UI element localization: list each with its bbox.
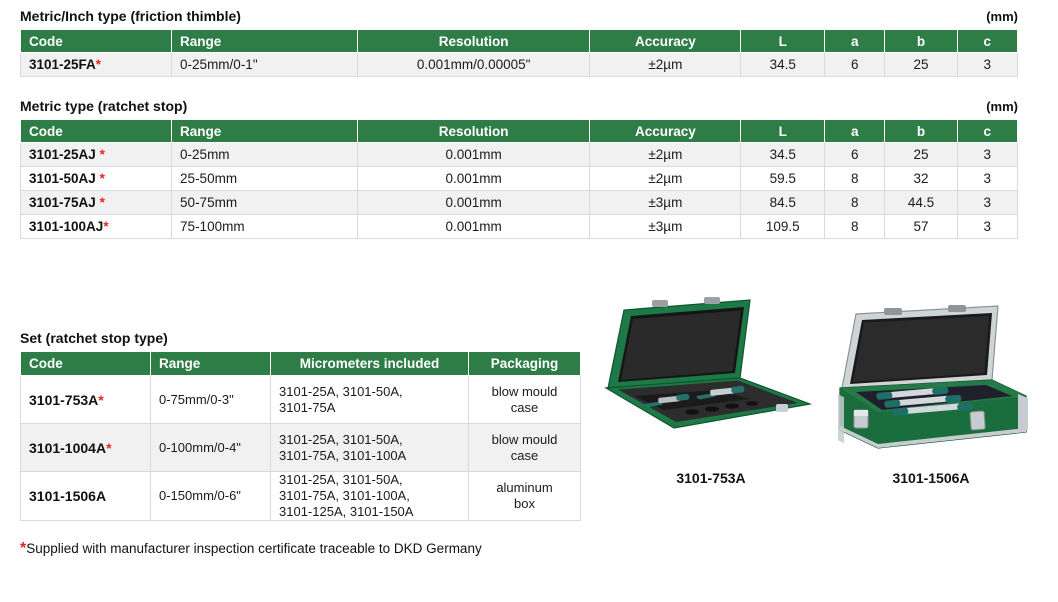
col-resolution: Resolution bbox=[357, 120, 589, 143]
table-header-row bbox=[21, 30, 1018, 53]
figure-blow-mould-case bbox=[600, 292, 822, 486]
table-row bbox=[21, 376, 581, 424]
set-table bbox=[20, 351, 581, 521]
cell-range: 0-75mm/0-3" bbox=[151, 376, 271, 424]
table-row bbox=[21, 53, 1018, 77]
cell-range: 0-25mm bbox=[172, 143, 358, 167]
col-b: b bbox=[885, 120, 957, 143]
cell-code: 3101-1004A* bbox=[21, 424, 151, 472]
cell-code: 3101-25AJ * bbox=[21, 143, 172, 167]
star-marker: * bbox=[95, 171, 105, 186]
cell-c: 3 bbox=[957, 167, 1018, 191]
cell-packaging: blow mould case bbox=[469, 376, 581, 424]
cell-resolution: 0.001mm bbox=[357, 167, 589, 191]
cell-accuracy: ±2µm bbox=[590, 167, 741, 191]
cell-accuracy: ±3µm bbox=[590, 191, 741, 215]
spec-block-header bbox=[20, 98, 1018, 114]
spec-block-header bbox=[20, 8, 1018, 24]
cell-b: 25 bbox=[885, 143, 957, 167]
col-packaging: Packaging bbox=[469, 352, 581, 376]
cell-code: 3101-753A* bbox=[21, 376, 151, 424]
table-row bbox=[21, 143, 1018, 167]
cell-l: 34.5 bbox=[741, 143, 825, 167]
section-title: Metric/Inch type (friction thimble) bbox=[20, 8, 241, 24]
cell-a: 8 bbox=[825, 215, 885, 239]
aluminum-box-illustration bbox=[820, 292, 1042, 462]
col-l: L bbox=[741, 120, 825, 143]
cell-b: 57 bbox=[885, 215, 957, 239]
cell-range: 50-75mm bbox=[172, 191, 358, 215]
col-range: Range bbox=[172, 30, 358, 53]
cell-resolution: 0.001mm bbox=[357, 143, 589, 167]
col-micrometers-included: Micrometers included bbox=[271, 352, 469, 376]
cell-l: 59.5 bbox=[741, 167, 825, 191]
spec-block-ratchet-stop bbox=[20, 98, 1038, 239]
cell-packaging: blow mould case bbox=[469, 424, 581, 472]
set-table-block bbox=[20, 330, 580, 521]
cell-included: 3101-25A, 3101-50A, 3101-75A bbox=[271, 376, 469, 424]
cell-resolution: 0.001mm bbox=[357, 191, 589, 215]
star-marker: * bbox=[95, 147, 105, 162]
col-a: a bbox=[825, 120, 885, 143]
cell-packaging: aluminum box bbox=[469, 472, 581, 521]
cell-included: 3101-25A, 3101-50A, 3101-75A, 3101-100A, 3101-125A, 3101-150A bbox=[271, 472, 469, 521]
cell-range: 25-50mm bbox=[172, 167, 358, 191]
cell-range: 0-25mm/0-1" bbox=[172, 53, 358, 77]
unit-note: (mm) bbox=[986, 9, 1018, 24]
col-code: Code bbox=[21, 120, 172, 143]
col-l: L bbox=[741, 30, 825, 53]
cell-range: 0-100mm/0-4" bbox=[151, 424, 271, 472]
table-row bbox=[21, 167, 1018, 191]
cell-resolution: 0.001mm bbox=[357, 215, 589, 239]
table-row bbox=[21, 472, 581, 521]
section-title: Metric type (ratchet stop) bbox=[20, 98, 188, 114]
cell-l: 84.5 bbox=[741, 191, 825, 215]
col-accuracy: Accuracy bbox=[590, 30, 741, 53]
cell-accuracy: ±3µm bbox=[590, 215, 741, 239]
cell-c: 3 bbox=[957, 143, 1018, 167]
col-range: Range bbox=[172, 120, 358, 143]
col-c: c bbox=[957, 30, 1018, 53]
section-title: Set (ratchet stop type) bbox=[20, 330, 168, 346]
cell-code: 3101-75AJ * bbox=[21, 191, 172, 215]
table-row bbox=[21, 191, 1018, 215]
cell-accuracy: ±2µm bbox=[590, 53, 741, 77]
spec-block-friction-thimble bbox=[20, 8, 1038, 77]
cell-range: 0-150mm/0-6" bbox=[151, 472, 271, 521]
cell-a: 8 bbox=[825, 167, 885, 191]
footnote-text: Supplied with manufacturer inspection certificate traceable to DKD Germany bbox=[26, 541, 482, 556]
unit-note: (mm) bbox=[986, 99, 1018, 114]
cell-range: 75-100mm bbox=[172, 215, 358, 239]
star-marker: * bbox=[98, 391, 104, 408]
spec-table bbox=[20, 119, 1018, 239]
col-range: Range bbox=[151, 352, 271, 376]
col-b: b bbox=[885, 30, 957, 53]
col-resolution: Resolution bbox=[357, 30, 589, 53]
figure-aluminum-box bbox=[820, 292, 1042, 486]
star-marker: * bbox=[103, 219, 109, 234]
table-row bbox=[21, 424, 581, 472]
cell-c: 3 bbox=[957, 191, 1018, 215]
cell-a: 8 bbox=[825, 191, 885, 215]
spec-table bbox=[20, 29, 1018, 77]
cell-c: 3 bbox=[957, 53, 1018, 77]
cell-code: 3101-1506A bbox=[21, 472, 151, 521]
star-marker: * bbox=[106, 439, 112, 456]
col-code: Code bbox=[21, 30, 172, 53]
col-code: Code bbox=[21, 352, 151, 376]
star-marker: * bbox=[95, 195, 105, 210]
cell-l: 34.5 bbox=[741, 53, 825, 77]
cell-resolution: 0.001mm/0.00005" bbox=[357, 53, 589, 77]
cell-a: 6 bbox=[825, 53, 885, 77]
cell-accuracy: ±2µm bbox=[590, 143, 741, 167]
cell-a: 6 bbox=[825, 143, 885, 167]
set-table-header bbox=[20, 330, 580, 346]
col-accuracy: Accuracy bbox=[590, 120, 741, 143]
footnote bbox=[20, 540, 482, 558]
cell-code: 3101-25FA* bbox=[21, 53, 172, 77]
cell-l: 109.5 bbox=[741, 215, 825, 239]
figure-caption: 3101-753A bbox=[676, 470, 746, 486]
star-marker: * bbox=[95, 57, 102, 72]
table-header-row bbox=[21, 352, 581, 376]
cell-code: 3101-100AJ* bbox=[21, 215, 172, 239]
cell-included: 3101-25A, 3101-50A, 3101-75A, 3101-100A bbox=[271, 424, 469, 472]
cell-c: 3 bbox=[957, 215, 1018, 239]
cell-b: 44.5 bbox=[885, 191, 957, 215]
blow-mould-case-illustration bbox=[600, 292, 822, 462]
footnote-star: * bbox=[20, 540, 27, 557]
cell-b: 32 bbox=[885, 167, 957, 191]
figure-caption: 3101-1506A bbox=[892, 470, 970, 486]
cell-b: 25 bbox=[885, 53, 957, 77]
table-row bbox=[21, 215, 1018, 239]
col-c: c bbox=[957, 120, 1018, 143]
table-header-row bbox=[21, 120, 1018, 143]
col-a: a bbox=[825, 30, 885, 53]
cell-code: 3101-50AJ * bbox=[21, 167, 172, 191]
